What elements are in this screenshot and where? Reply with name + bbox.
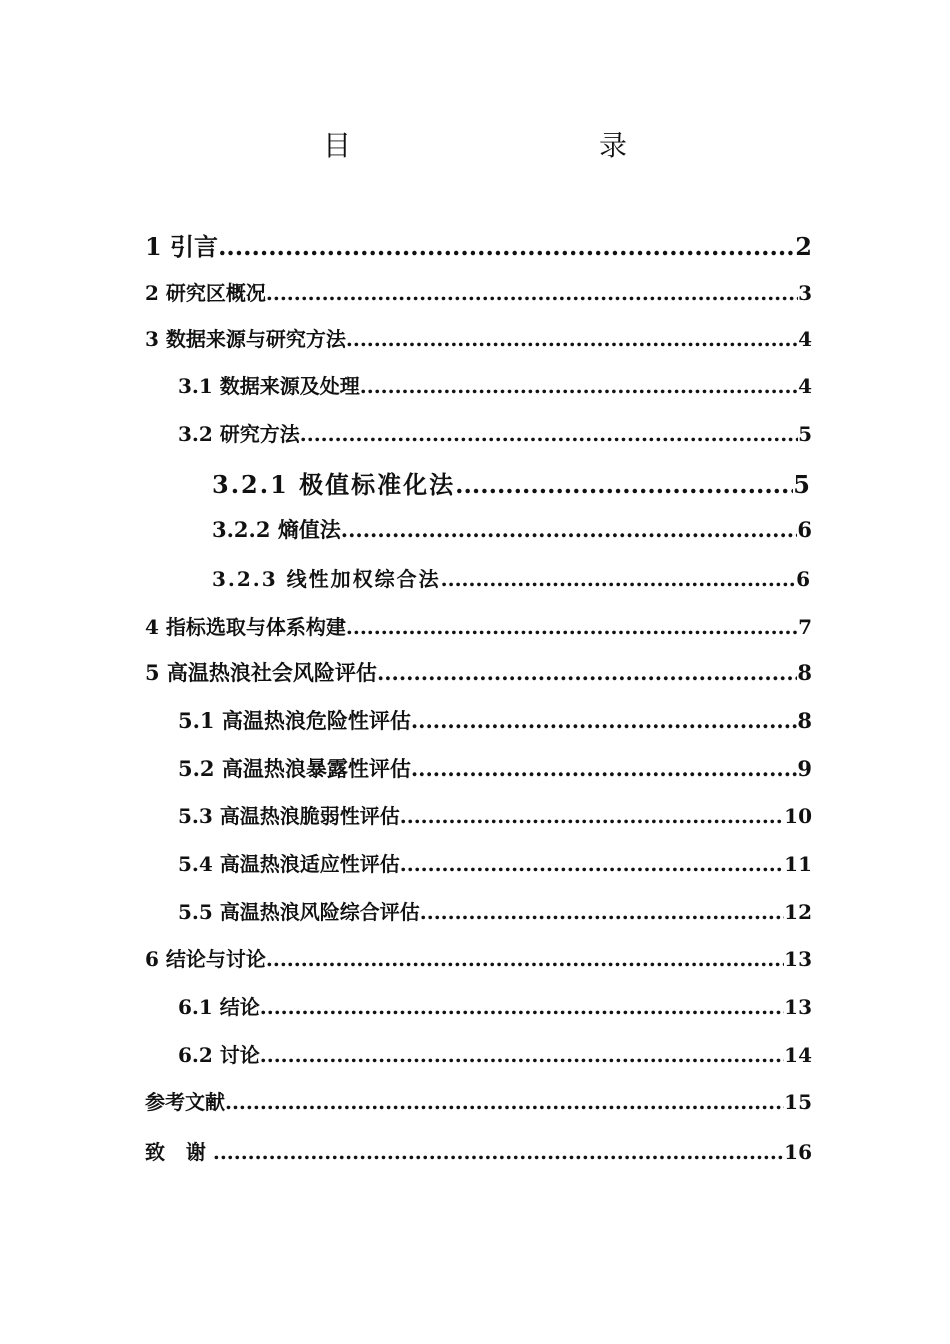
toc-entry[interactable] [178,370,812,399]
toc-entry-label: 5.5 高温热浪风险综合评估 [178,900,420,924]
toc-page-number: 13 [784,995,812,1019]
toc-entry[interactable] [145,943,812,972]
toc-leader [346,327,798,351]
toc-entry[interactable] [145,1086,812,1115]
toc-leader [213,1140,784,1164]
toc-entry-label: 3.2.2 熵值法 [212,517,341,542]
toc-entry[interactable] [178,418,812,447]
toc-leader [218,232,795,261]
toc-page-number: 12 [784,900,812,924]
toc-entry-label: 3.1 数据来源及处理 [178,374,360,398]
toc-leader [420,900,784,924]
toc-page-number: 7 [798,615,812,639]
toc-entry[interactable] [178,800,812,829]
toc-entry[interactable] [145,227,812,262]
toc-entry[interactable] [178,991,812,1020]
toc-entry-label: 6 结论与讨论 [145,947,266,971]
toc-page-number: 14 [784,1043,812,1067]
toc-entry[interactable] [178,896,812,925]
toc-page-number: 5 [793,470,812,499]
toc-leader [411,756,798,781]
toc-page-number: 4 [798,327,812,351]
toc-entry[interactable] [212,465,812,500]
toc-entry[interactable] [178,1039,812,1068]
toc-entry[interactable] [145,323,812,352]
toc-entry[interactable] [145,611,812,640]
toc-leader [260,1043,784,1067]
toc-leader [266,947,784,971]
toc-leader [346,615,798,639]
toc-leader [400,852,784,876]
toc-entry-label: 5.1 高温热浪危险性评估 [178,708,411,733]
toc-page-number: 13 [784,947,812,971]
toc-entry-label: 3.2.1 极值标准化法 [212,470,456,499]
toc-entry[interactable] [178,848,812,877]
toc-page-number: 3 [798,281,812,305]
toc-entry-label: 2 研究区概况 [145,281,266,305]
toc-page-number: 2 [795,232,812,261]
toc-entry[interactable] [178,753,812,783]
toc-leader [225,1090,784,1114]
toc-page-number: 10 [784,804,812,828]
toc-entry-label: 4 指标选取与体系构建 [145,615,346,639]
toc-entry[interactable] [145,277,812,306]
toc-leader [411,708,798,733]
toc-leader [360,374,798,398]
toc-page-number: 4 [798,374,812,398]
toc-leader [266,281,798,305]
toc-entry-label: 3.2.3 线性加权综合法 [212,567,441,591]
toc-page-number: 15 [784,1090,812,1114]
toc-page-number: 6 [797,517,812,542]
toc-entry-label: 5.4 高温热浪适应性评估 [178,852,400,876]
toc-leader [377,660,797,685]
toc-page-number: 11 [784,852,812,876]
toc-entry-label: 5.2 高温热浪暴露性评估 [178,756,411,781]
toc-entry[interactable] [145,657,812,687]
page-title: 目 录 [322,129,691,162]
toc-leader [400,804,784,828]
toc-entry-label: 3.2 研究方法 [178,422,300,446]
toc-leader [300,422,798,446]
toc-entry-label: 5 高温热浪社会风险评估 [145,660,377,685]
toc-page-number: 8 [797,660,812,685]
toc-page-number: 16 [784,1140,812,1164]
toc-entry-label: 6.2 讨论 [178,1043,260,1067]
toc-page-number: 6 [796,567,812,591]
toc-leader [341,517,798,542]
toc-page-number: 5 [798,422,812,446]
toc-page-number: 9 [797,756,812,781]
toc-entry-label: 6.1 结论 [178,995,260,1019]
toc-entry-label: 致 谢 [145,1140,213,1164]
toc-page-number: 8 [797,708,812,733]
toc-entry[interactable] [212,514,812,544]
toc-leader [455,470,793,499]
toc-entry-label: 参考文献 [145,1090,225,1114]
toc-entry-label: 3 数据来源与研究方法 [145,327,346,351]
toc-leader [260,995,784,1019]
toc-entry[interactable] [212,563,812,592]
toc-leader [441,567,796,591]
toc-entry[interactable] [178,705,812,735]
toc-entry-label: 5.3 高温热浪脆弱性评估 [178,804,400,828]
toc-entry[interactable] [145,1136,812,1165]
toc-entry-label: 1 引言 [145,232,219,261]
